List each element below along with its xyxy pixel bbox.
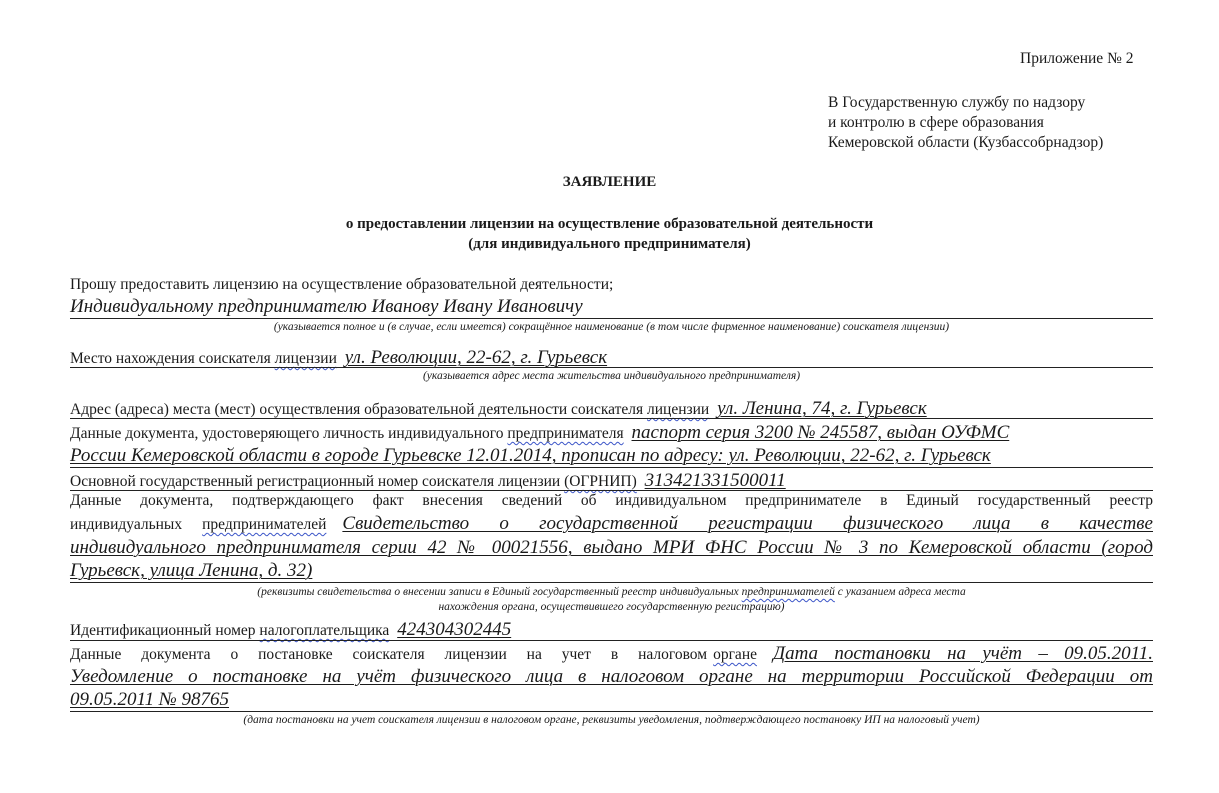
identity-doc-label-word: предпринимателя bbox=[507, 425, 624, 442]
location-value: ул. Революции, 22-62, г. Гурьевск bbox=[344, 347, 608, 368]
addressee-line: В Государственную службу по надзору bbox=[828, 94, 1086, 111]
registration-row-2 bbox=[70, 513, 1153, 535]
registration-label-1: Данные документа, подтверждающего факт внесения сведений об индивидуальном предпринимателе в Единый государственный реестр bbox=[70, 492, 1153, 509]
underline bbox=[70, 367, 1153, 368]
document-title: ЗАЯВЛЕНИЕ bbox=[562, 174, 657, 190]
addressee-line: и контролю в сфере образования bbox=[828, 114, 1044, 131]
addressee-block bbox=[828, 93, 1103, 153]
registration-label-word: предпринимателей bbox=[202, 516, 327, 533]
registration-caption-1: (реквизиты свидетельства о внесении записи в Единый государственный реестр индивидуальных bbox=[257, 586, 739, 598]
underline bbox=[70, 640, 1153, 641]
ogrnip-value: 313421331500011 bbox=[644, 470, 786, 491]
identity-doc-label: Данные документа, удостоверяющего личность индивидуального bbox=[70, 425, 504, 442]
location-caption: (указывается адрес места жительства индивидуального предпринимателя) bbox=[422, 370, 801, 382]
underline bbox=[70, 582, 1153, 583]
location-row bbox=[70, 347, 607, 369]
annex-number: Приложение № 2 bbox=[1020, 50, 1134, 67]
registration-value-3: Гурьевск, улица Ленина, д. 32) bbox=[70, 560, 313, 581]
registration-value-1: Свидетельство о государственной регистрации физического лица в качестве bbox=[342, 513, 1153, 534]
tax-value-2: Уведомление о постановке на учёт физического лица в налоговом органе на территории Российской Федерации от bbox=[70, 666, 1153, 687]
tax-caption: (дата постановки на учет соискателя лицензии в налоговом органе, реквизиты уведомления, подтверждающего постановку ИП на налоговый учет) bbox=[243, 714, 980, 726]
inn-value: 424304302445 bbox=[397, 619, 512, 640]
location-label: Место нахождения соискателя bbox=[70, 350, 271, 367]
underline bbox=[70, 418, 1153, 419]
registration-caption bbox=[70, 585, 1153, 615]
activity-address-value: ул. Ленина, 74, г. Гурьевск bbox=[717, 398, 927, 419]
registration-caption-word: предпринимателей bbox=[741, 586, 835, 598]
ogrnip-row bbox=[70, 470, 786, 492]
ogrnip-label-word: (ОГРНИП) bbox=[564, 473, 637, 490]
applicant-name-caption: (указывается полное и (в случае, если имеется) сокращённое наименование (в том числе фирменное наименование) соискателя лицензии) bbox=[273, 321, 950, 333]
tax-value-3: 09.05.2011 № 98765 bbox=[70, 689, 230, 710]
activity-address-label: Адрес (адреса) места (мест) осуществления образовательной деятельности соискателя bbox=[70, 401, 644, 418]
inn-row bbox=[70, 619, 511, 641]
underline bbox=[70, 318, 1153, 319]
tax-label: Данные документа о постановке соискателя лицензии на учет в налоговом bbox=[70, 646, 708, 663]
tax-row-1 bbox=[70, 643, 1153, 665]
inn-label: Идентификационный номер bbox=[70, 622, 256, 639]
underline bbox=[70, 467, 1153, 468]
registration-caption-line-1 bbox=[70, 585, 1153, 600]
tax-label-word: органе bbox=[713, 646, 757, 663]
identity-doc-row bbox=[70, 422, 1009, 444]
ogrnip-label: Основной государственный регистрационный номер соискателя лицензии bbox=[70, 473, 561, 490]
tax-value-1: Дата постановки на учёт – 09.05.2011. bbox=[773, 643, 1153, 664]
registration-label-2: индивидуальных bbox=[70, 516, 183, 533]
subtitle-line: (для индивидуального предпринимателя) bbox=[468, 236, 751, 252]
underline bbox=[70, 711, 1153, 712]
activity-address-label-word: лицензии bbox=[647, 401, 710, 418]
inn-label-word: налогоплательщика bbox=[259, 622, 390, 639]
intro-text: Прошу предоставить лицензию на осуществление образовательной деятельности; bbox=[70, 276, 614, 293]
identity-doc-value-1: паспорт серия 3200 № 245587, выдан ОУФМС bbox=[631, 422, 1010, 443]
subtitle-line: о предоставлении лицензии на осуществление образовательной деятельности bbox=[345, 216, 874, 232]
location-label-word: лицензии bbox=[274, 350, 337, 367]
registration-caption-2: нахождения органа, осуществившего государственную регистрацию) bbox=[438, 601, 785, 613]
applicant-name-value: Индивидуальному предпринимателю Иванову Ивану Ивановичу bbox=[70, 296, 583, 317]
identity-doc-value-2: России Кемеровской области в городе Гурьевске 12.01.2014, прописан по адресу: ул. Революции, 22-62, г. Гурьевск bbox=[70, 445, 991, 466]
addressee-line: Кемеровской области (Кузбассобрнадзор) bbox=[828, 134, 1104, 151]
underline bbox=[70, 490, 1153, 491]
registration-value-2: индивидуального предпринимателя серии 42 № 00021556, выдано МРИ ФНС России № 3 по Кемеровской области (город bbox=[70, 537, 1153, 558]
document-subtitle bbox=[0, 214, 1219, 254]
activity-address-row bbox=[70, 398, 927, 420]
registration-caption-1-end: с указанием адреса места bbox=[837, 586, 966, 598]
